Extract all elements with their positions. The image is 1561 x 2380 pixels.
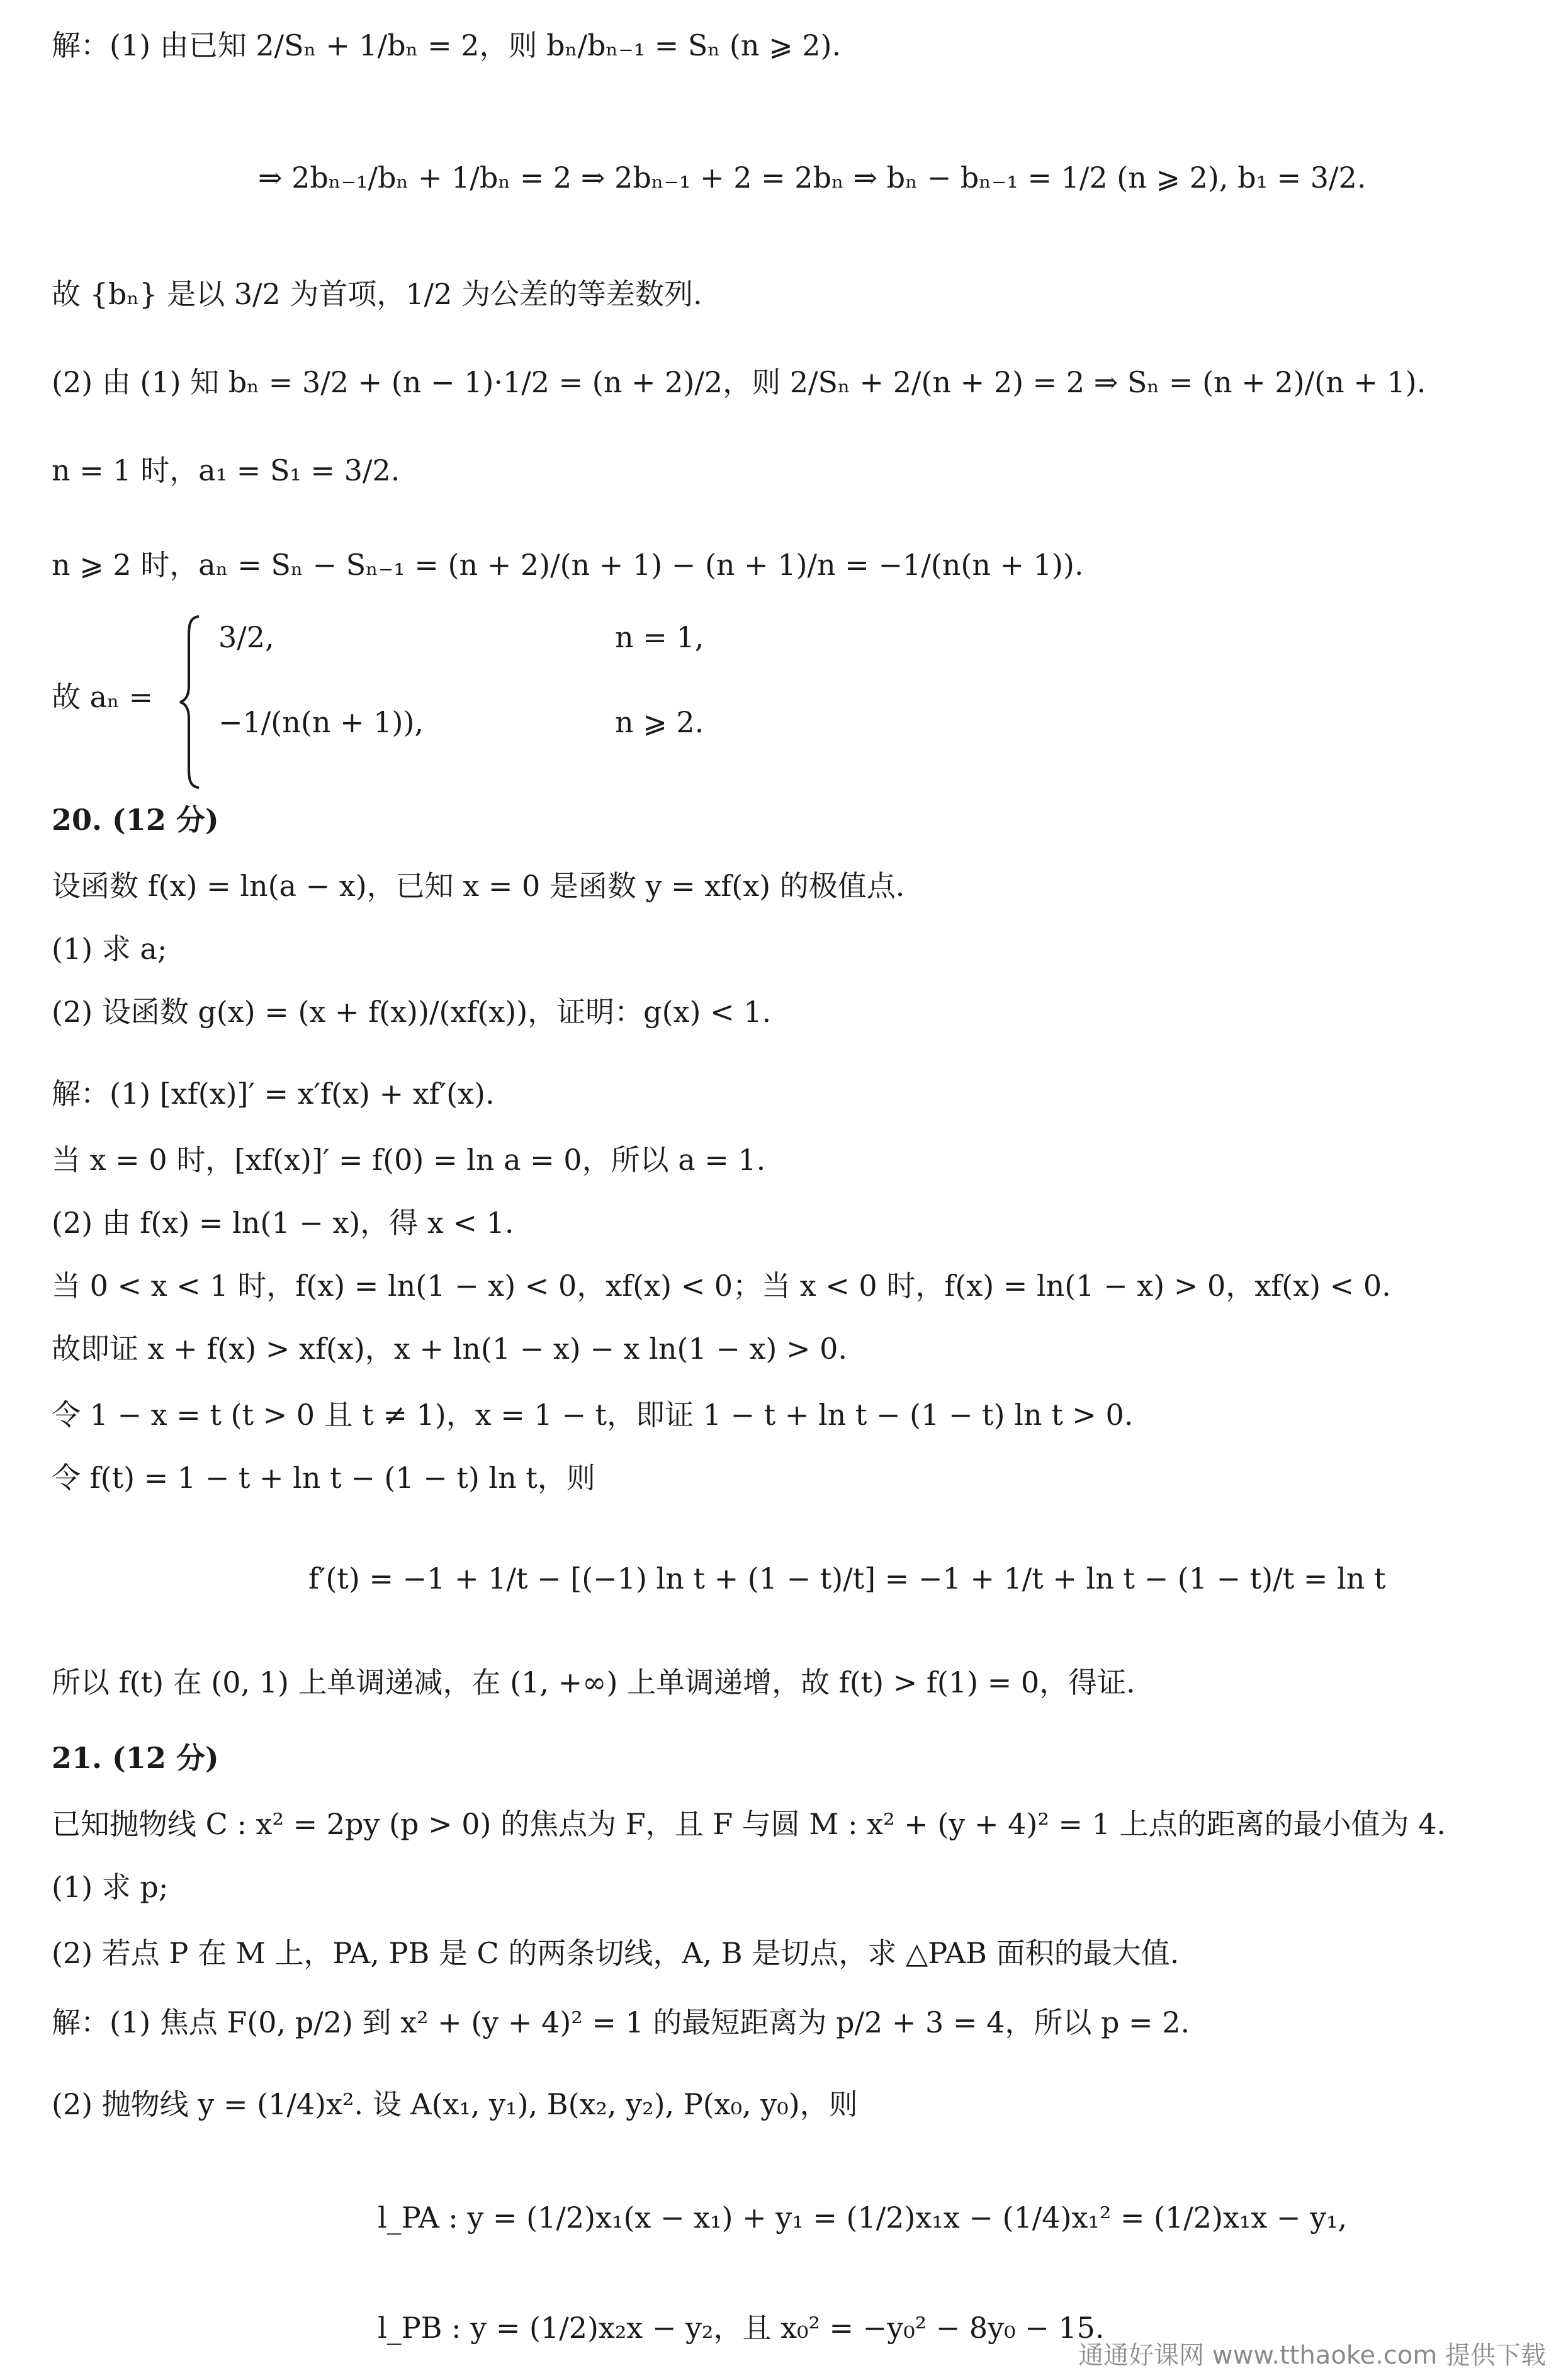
problem-20-question-2: (2) 设函数 g(x) = (x + f(x))/(xf(x))，证明：g(x) < 1. <box>52 995 772 1029</box>
solution-19-part2-line: (2) 由 (1) 知 bₙ = 3/2 + (n − 1)·1/2 = (n + 2)/2，则 2/Sₙ + 2/(n + 2) = 2 ⇒ Sₙ = (n + 2)/(n + 1). <box>52 365 1426 399</box>
tangent-line-pa: l_PA : y = (1/2)x₁(x − x₁) + y₁ = (1/2)x₁x − (1/4)x₁² = (1/2)x₁x − y₁, <box>378 2201 1348 2235</box>
case-2-value: −1/(n(n + 1)), <box>218 705 424 739</box>
problem-21-heading: 21. (12 分) <box>52 1741 219 1775</box>
solution-20-derivative: f′(t) = −1 + 1/t − [(−1) ln t + (1 − t)/t] = −1 + 1/t + ln t − (1 − t)/t = ln t <box>308 1561 1386 1595</box>
solution-20-substitution: 令 1 − x = t (t > 0 且 t ≠ 1)，x = 1 − t，即证 1 − t + ln t − (1 − t) ln t > 0. <box>52 1398 1134 1432</box>
problem-20-question-1: (1) 求 a; <box>52 932 167 966</box>
piecewise-label: 故 aₙ = <box>52 680 154 714</box>
problem-21-statement: 已知抛物线 C : x² = 2py (p > 0) 的焦点为 F，且 F 与圆 M : x² + (y + 4)² = 1 上点的距离的最小值为 4. <box>52 1807 1446 1841</box>
case-n-ge-2: n ⩾ 2 时，aₙ = Sₙ − Sₙ₋₁ = (n + 2)/(n + 1) − (n + 1)/n = −1/(n(n + 1)). <box>52 548 1084 582</box>
solution-21-part1: 解：(1) 焦点 F(0, p/2) 到 x² + (y + 4)² = 1 的最短距离为 p/2 + 3 = 4，所以 p = 2. <box>52 2005 1190 2039</box>
problem-20-statement: 设函数 f(x) = ln(a − x)，已知 x = 0 是函数 y = xf(x) 的极值点. <box>52 869 905 903</box>
solution-19-part1-line: 解：(1) 由已知 2/Sₙ + 1/bₙ = 2，则 bₙ/bₙ₋₁ = Sₙ (n ⩾ 2). <box>52 28 842 62</box>
watermark-text: 通通好课网 www.tthaoke.com 提供下载 <box>1078 2341 1546 2370</box>
solution-20-part1-line: 解：(1) [xf(x)]′ = x′f(x) + xf′(x). <box>52 1077 495 1111</box>
solution-21-part2-setup: (2) 抛物线 y = (1/4)x². 设 A(x₁, y₁), B(x₂, y₂), P(x₀, y₀)，则 <box>52 2087 858 2121</box>
problem-21-question-1: (1) 求 p; <box>52 1870 169 1904</box>
solution-20-reduction: 故即证 x + f(x) > xf(x)，x + ln(1 − x) − x ln(1 − x) > 0. <box>52 1332 848 1366</box>
piecewise-case-1 <box>218 617 704 657</box>
problem-20-heading: 20. (12 分) <box>52 803 219 837</box>
solution-20-define-f: 令 f(t) = 1 − t + ln t − (1 − t) ln t，则 <box>52 1461 595 1495</box>
case-1-condition: n = 1, <box>615 620 704 654</box>
tangent-line-pb: l_PB : y = (1/2)x₂x − y₂，且 x₀² = −y₀² − 8y₀ − 15. <box>378 2311 1105 2345</box>
left-brace-icon <box>178 614 203 790</box>
solution-20-a-value: 当 x = 0 时，[xf(x)]′ = f(0) = ln a = 0，所以 a = 1. <box>52 1143 766 1177</box>
derivation-line: ⇒ 2bₙ₋₁/bₙ + 1/bₙ = 2 ⇒ 2bₙ₋₁ + 2 = 2bₙ ⇒ bₙ − bₙ₋₁ = 1/2 (n ⩾ 2), b₁ = 3/2. <box>258 161 1367 195</box>
solution-20-sign-analysis: 当 0 < x < 1 时，f(x) = ln(1 − x) < 0，xf(x) < 0；当 x < 0 时，f(x) = ln(1 − x) > 0，xf(x) < 0. <box>52 1269 1391 1303</box>
case-n-equals-1: n = 1 时，a₁ = S₁ = 3/2. <box>52 453 400 487</box>
solution-20-conclusion: 所以 f(t) 在 (0, 1) 上单调递减，在 (1, +∞) 上单调递增，故 f(t) > f(1) = 0，得证. <box>52 1665 1136 1699</box>
piecewise-case-2 <box>218 702 704 742</box>
solution-20-part2-domain: (2) 由 f(x) = ln(1 − x)，得 x < 1. <box>52 1206 514 1240</box>
problem-21-question-2: (2) 若点 P 在 M 上，PA, PB 是 C 的两条切线，A, B 是切点，求 △PAB 面积的最大值. <box>52 1936 1180 1970</box>
case-1-value: 3/2, <box>218 620 274 654</box>
case-2-condition: n ⩾ 2. <box>615 705 704 739</box>
arithmetic-sequence-conclusion: 故 {bₙ} 是以 3/2 为首项，1/2 为公差的等差数列. <box>52 277 702 311</box>
